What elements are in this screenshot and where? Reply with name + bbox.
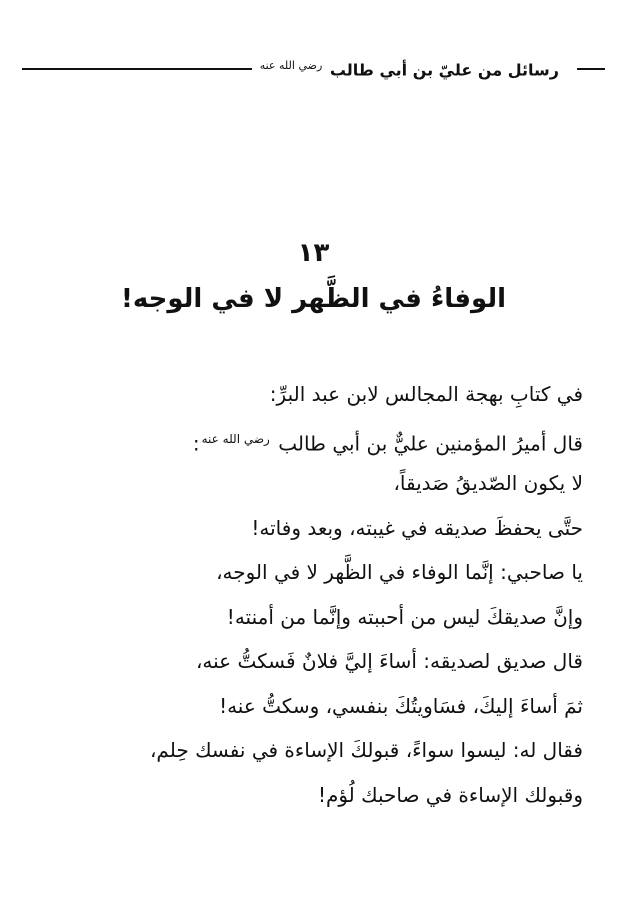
body-text (28, 372, 583, 817)
honorific-glyph: رضي الله عنه (201, 431, 270, 446)
text-line-content: وإنَّ صديقكَ ليس من أحببته وإنَّما من أمنته! (226, 604, 583, 629)
chapter-number: ١٣ (297, 238, 330, 268)
text-line (28, 639, 583, 684)
text-line-suffix: : (192, 431, 200, 456)
running-header-title (252, 59, 567, 79)
text-line-content: قال أميرُ المؤمنين عليٌّ بن أبي طالب (278, 431, 583, 456)
header-rule-long (22, 68, 252, 70)
text-line-content: يا صاحبي: إنَّما الوفاء في الظَّهر لا في الوجه، (216, 560, 583, 584)
running-header (22, 54, 605, 84)
text-line (28, 461, 583, 506)
text-line (28, 506, 583, 551)
text-line-content: في كتابِ بهجة المجالس لابن عبد البرِّ: (269, 382, 583, 406)
running-header-title-text: رسائل من عليّ بن أبي طالب (329, 60, 559, 80)
text-line-content: قال صديق لصديقه: أساءَ إليَّ فلانٌ فَسكتُّ عنه، (195, 649, 583, 673)
honorific-glyph: رضي الله عنه (259, 58, 323, 72)
text-line (28, 684, 583, 729)
text-line (28, 595, 583, 640)
text-line-content: فقال له: ليسوا سواءً، قبولكَ الإساءة في نفسك حِلم، (149, 738, 583, 762)
text-line-content: ثمَ أساءَ إليكَ، فسَاويتُكَ بنفسي، وسكتُّ عنه! (219, 693, 583, 718)
text-line (28, 417, 583, 462)
text-line (28, 550, 583, 595)
text-line-content: وقبولك الإساءة في صاحبك لُؤم! (317, 782, 583, 807)
text-line-content: لا يكون الصّديقُ صَديقاً، (393, 471, 583, 495)
header-rule-short (577, 68, 605, 70)
text-line (28, 372, 583, 417)
chapter-title: الوفاءُ في الظَّهر لا في الوجه! (120, 284, 506, 314)
text-line (28, 773, 583, 818)
text-line (28, 728, 583, 773)
text-line-content: حتَّى يحفظَ صديقه في غيبته، وبعد وفاته! (251, 515, 583, 540)
